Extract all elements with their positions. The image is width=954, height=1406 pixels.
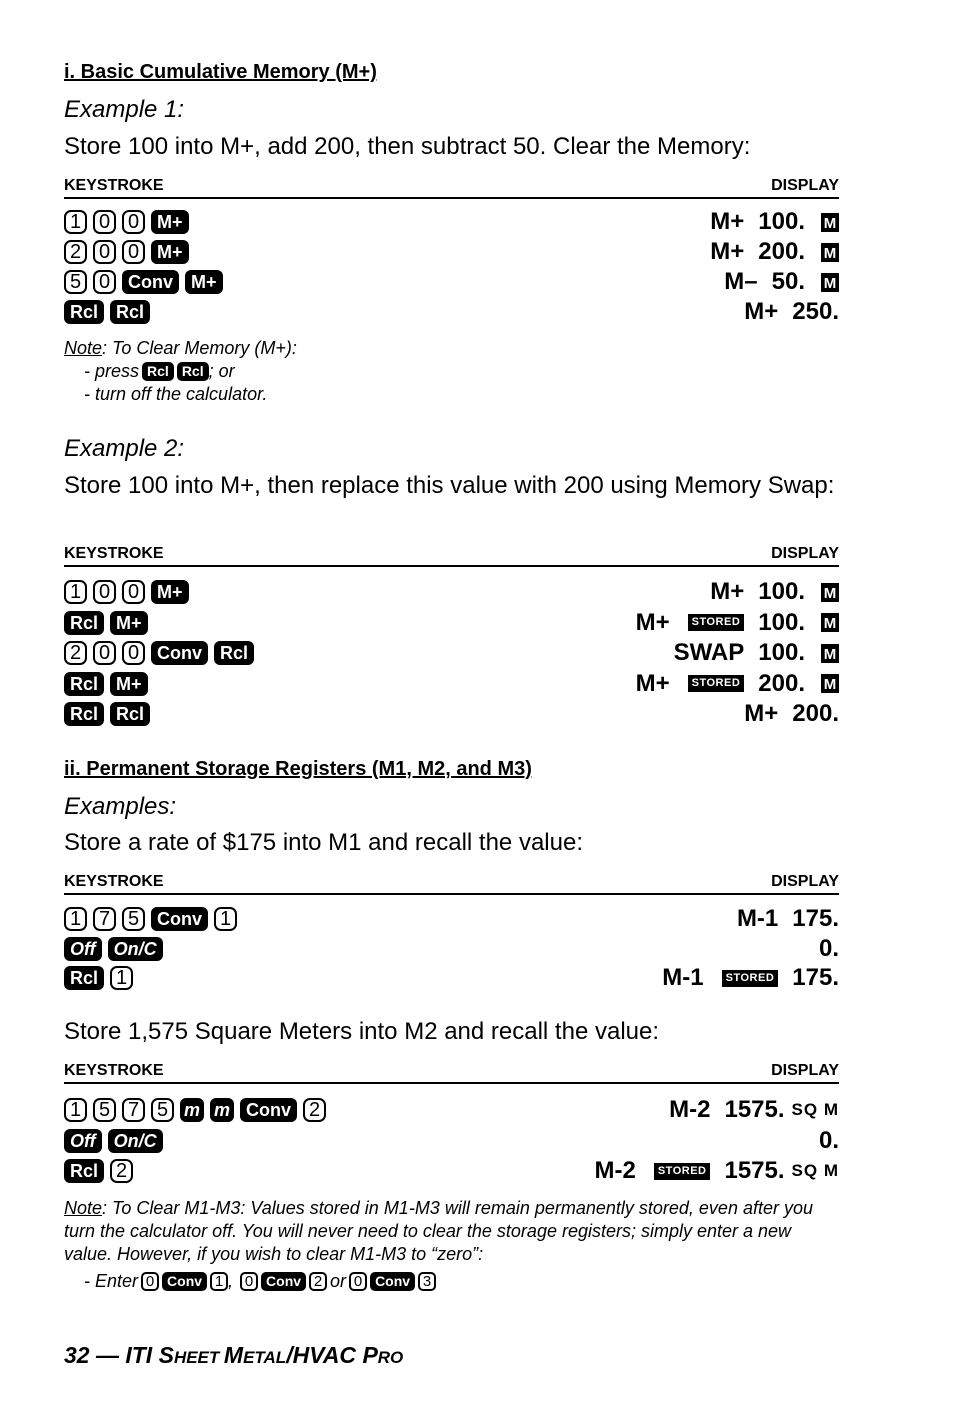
keystroke-header: KEYSTROKE — [64, 873, 164, 890]
keystroke-sequence — [64, 1095, 326, 1125]
conv-key-icon: Conv — [122, 270, 179, 294]
display-readout — [744, 699, 839, 729]
five-key-icon: 5 — [122, 907, 145, 931]
memory-flag-icon: M — [821, 674, 839, 693]
display-label: M+ — [635, 669, 670, 697]
conv-key-icon: Conv — [240, 1098, 297, 1122]
five-key-icon: 5 — [64, 270, 87, 294]
display-label: M-1 — [662, 964, 704, 991]
one-key-icon: 1 — [64, 1098, 87, 1122]
display-readout — [710, 237, 839, 267]
rcl-key-icon: Rcl — [64, 702, 104, 726]
footer-w3-cap: P — [362, 1342, 378, 1368]
keystroke-row — [64, 1126, 839, 1156]
display-readout — [636, 608, 839, 638]
display-readout — [805, 934, 839, 964]
footer-page: 32 — ITI — [64, 1342, 159, 1368]
example-1-label: Example 1: — [64, 96, 185, 123]
display-header: DISPLAY — [771, 177, 839, 194]
keystroke-header: KEYSTROKE — [64, 177, 164, 194]
memory-flag-icon: M — [821, 613, 839, 632]
display-unit: SQ M — [791, 1100, 839, 1119]
zero-key-icon: 0 — [93, 210, 116, 234]
keystroke-sequence — [64, 638, 254, 668]
seven-key-icon: 7 — [122, 1098, 145, 1122]
off-key-icon: Off — [64, 1129, 102, 1153]
display-label: M+ — [710, 238, 745, 265]
one-key-icon: 1 — [110, 966, 133, 990]
display-value: 200. — [792, 700, 839, 727]
conv-key-icon: Conv — [261, 1272, 306, 1291]
keystroke-row — [64, 267, 839, 297]
keystroke-sequence — [64, 904, 237, 934]
rcl-key-icon: Rcl — [64, 672, 104, 696]
example-2-table-header — [64, 545, 839, 567]
display-readout — [744, 297, 839, 327]
off-key-icon: Off — [64, 937, 102, 961]
keystroke-sequence — [64, 1156, 133, 1186]
keystroke-row — [64, 297, 839, 327]
stored-indicator: STORED — [722, 970, 779, 987]
keystroke-row — [64, 608, 839, 638]
display-label: M+ — [744, 700, 779, 727]
example-a-table-header — [64, 873, 839, 895]
keystroke-row — [64, 904, 839, 934]
note-or-text: ; or — [208, 361, 235, 381]
conv-key-icon: Conv — [162, 1272, 207, 1291]
display-value: 1575. — [724, 1157, 785, 1184]
display-readout — [595, 1156, 840, 1186]
conv-key-icon: Conv — [151, 641, 208, 665]
display-value: 175. — [792, 905, 839, 932]
footer-w1-cap: S — [158, 1342, 174, 1368]
keystroke-sequence — [64, 608, 148, 638]
stored-indicator: STORED — [688, 614, 745, 631]
footer-w1-rest: HEET — [173, 1348, 220, 1367]
display-readout — [737, 904, 839, 934]
two-key-icon: 2 — [110, 1159, 133, 1183]
note-text: : To Clear M1-M3: Values stored in M1-M3 will remain permanently stored, even after you turn the calculator off. You will never need to clear the storage registers; simply enter a new value. However, if you wish to clear M1-M3 to “zero”: — [64, 1198, 813, 1264]
five-key-icon: 5 — [93, 1098, 116, 1122]
zero-key-icon: 0 — [122, 580, 145, 604]
zero-key-icon: 0 — [349, 1272, 367, 1291]
example-1-note — [64, 337, 839, 360]
keystroke-row — [64, 237, 839, 267]
note-prefix: Note — [64, 1198, 103, 1218]
footer-w2-cap: M — [223, 1342, 244, 1368]
display-label: M-2 — [594, 1157, 636, 1184]
note-press-text: - press — [84, 361, 140, 381]
display-readout — [724, 267, 839, 297]
one-key-icon: 1 — [64, 580, 87, 604]
example-b-instruction: Store 1,575 Square Meters into M2 and recall the value: — [64, 1018, 660, 1045]
note-comma: , — [228, 1271, 234, 1291]
display-header: DISPLAY — [771, 545, 839, 562]
display-value: 100. — [758, 639, 805, 666]
keystroke-row — [64, 1156, 839, 1186]
m-plus-key-icon: M+ — [185, 270, 223, 294]
zero-key-icon: 0 — [240, 1272, 258, 1291]
keystroke-row — [64, 638, 839, 668]
display-readout — [710, 577, 839, 607]
keystroke-row — [64, 669, 839, 699]
rcl-key-icon: Rcl — [110, 702, 150, 726]
display-value: 200. — [758, 669, 805, 697]
display-header: DISPLAY — [771, 873, 839, 890]
display-value: 250. — [792, 298, 839, 325]
memory-flag-icon: M — [821, 644, 839, 663]
zero-key-icon: 0 — [93, 641, 116, 665]
one-key-icon: 1 — [210, 1272, 228, 1291]
note-text: : To Clear Memory (M+): — [102, 338, 297, 358]
conv-key-icon: Conv — [151, 907, 208, 931]
zero-key-icon: 0 — [93, 580, 116, 604]
keystroke-row — [64, 934, 839, 964]
footer-mid: /HVAC — [286, 1342, 363, 1368]
five-key-icon: 5 — [151, 1098, 174, 1122]
keystroke-row — [64, 963, 839, 993]
display-label: M– — [724, 268, 758, 295]
memory-flag-icon: M — [821, 273, 839, 292]
display-label: M-1 — [736, 905, 779, 932]
two-key-icon: 2 — [309, 1272, 327, 1291]
three-key-icon: 3 — [418, 1272, 436, 1291]
on-c-key-icon: On/C — [108, 937, 163, 961]
display-readout — [674, 638, 839, 668]
display-value: 0. — [818, 1126, 839, 1154]
keystroke-sequence — [64, 934, 163, 964]
conv-key-icon: Conv — [370, 1272, 415, 1291]
memory-flag-icon: M — [821, 243, 839, 262]
keystroke-sequence — [64, 1126, 163, 1156]
display-value: 0. — [818, 934, 839, 962]
display-readout — [805, 1126, 839, 1156]
example-b-table-header — [64, 1062, 839, 1084]
zero-key-icon: 0 — [141, 1272, 159, 1291]
display-value: 175. — [792, 964, 839, 991]
meter-key-icon: m — [180, 1098, 204, 1122]
two-key-icon: 2 — [64, 240, 87, 264]
example-1-table-header — [64, 177, 839, 199]
meter-key-icon: m — [210, 1098, 234, 1122]
display-label: SWAP — [673, 639, 745, 666]
keystroke-sequence — [64, 237, 189, 267]
display-value: 1575. — [724, 1096, 785, 1123]
keystroke-row — [64, 699, 839, 729]
section-title-basic-memory: i. Basic Cumulative Memory (M+) — [64, 61, 377, 83]
display-value: 200. — [758, 238, 805, 265]
examples-label: Examples: — [64, 793, 177, 820]
display-value: 100. — [758, 208, 805, 235]
rcl-key-icon: Rcl — [64, 611, 104, 635]
display-readout — [636, 669, 839, 699]
example-2-instruction: Store 100 into M+, then replace this value with 200 using Memory Swap: — [64, 472, 835, 499]
example-a-instruction: Store a rate of $175 into M1 and recall the value: — [64, 829, 583, 856]
one-key-icon: 1 — [64, 210, 87, 234]
keystroke-sequence — [64, 577, 189, 607]
note-line-enter — [84, 1270, 436, 1293]
keystroke-sequence — [64, 297, 150, 327]
rcl-key-icon: Rcl — [64, 300, 104, 324]
keystroke-sequence — [64, 699, 150, 729]
m-plus-key-icon: M+ — [151, 580, 189, 604]
note-line-press — [84, 360, 235, 383]
rcl-key-icon: Rcl — [110, 300, 150, 324]
note-line-turn-off: - turn off the calculator. — [84, 384, 268, 404]
keystroke-row — [64, 207, 839, 237]
stored-indicator: STORED — [688, 675, 745, 692]
rcl-key-icon: Rcl — [214, 641, 254, 665]
m-plus-key-icon: M+ — [151, 210, 189, 234]
display-value: 100. — [758, 578, 805, 605]
storage-note — [64, 1197, 839, 1266]
keystroke-sequence — [64, 267, 223, 297]
keystroke-sequence — [64, 207, 189, 237]
display-readout — [710, 207, 839, 237]
memory-flag-icon: M — [821, 213, 839, 232]
zero-key-icon: 0 — [122, 641, 145, 665]
rcl-key-icon: Rcl — [177, 362, 209, 381]
m-plus-key-icon: M+ — [151, 240, 189, 264]
one-key-icon: 1 — [214, 907, 237, 931]
m-plus-key-icon: M+ — [110, 672, 148, 696]
display-readout — [669, 1095, 839, 1125]
display-readout — [662, 963, 839, 993]
keystroke-header: KEYSTROKE — [64, 1062, 164, 1079]
keystroke-row — [64, 1095, 839, 1125]
example-1-instruction: Store 100 into M+, add 200, then subtract 50. Clear the Memory: — [64, 133, 751, 160]
display-value: 100. — [758, 608, 805, 636]
footer-w2-rest: ETAL — [243, 1348, 287, 1367]
two-key-icon: 2 — [64, 641, 87, 665]
display-label: M+ — [710, 208, 745, 235]
display-label: M+ — [710, 578, 745, 605]
keystroke-row — [64, 577, 839, 607]
example-2-label: Example 2: — [64, 435, 185, 462]
rcl-key-icon: Rcl — [64, 1159, 104, 1183]
page-footer — [64, 1342, 403, 1369]
two-key-icon: 2 — [303, 1098, 326, 1122]
zero-key-icon: 0 — [122, 210, 145, 234]
zero-key-icon: 0 — [93, 270, 116, 294]
keystroke-sequence — [64, 669, 148, 699]
display-label: M-2 — [669, 1096, 711, 1123]
keystroke-sequence — [64, 963, 133, 993]
on-c-key-icon: On/C — [108, 1129, 163, 1153]
display-value: 50. — [771, 268, 805, 295]
note-or: or — [330, 1271, 347, 1291]
footer-w3-rest: RO — [377, 1348, 404, 1367]
display-label: M+ — [744, 298, 779, 325]
stored-indicator: STORED — [654, 1163, 711, 1180]
section-title-permanent-storage: ii. Permanent Storage Registers (M1, M2, and M3) — [64, 758, 532, 780]
note-prefix: Note — [64, 338, 103, 358]
display-label: M+ — [635, 608, 670, 636]
keystroke-header: KEYSTROKE — [64, 545, 164, 562]
m-plus-key-icon: M+ — [110, 611, 148, 635]
memory-flag-icon: M — [821, 583, 839, 602]
display-header: DISPLAY — [771, 1062, 839, 1079]
note-enter-text: - Enter — [84, 1271, 139, 1291]
zero-key-icon: 0 — [122, 240, 145, 264]
rcl-key-icon: Rcl — [64, 966, 104, 990]
zero-key-icon: 0 — [93, 240, 116, 264]
rcl-key-icon: Rcl — [142, 362, 174, 381]
display-unit: SQ M — [791, 1161, 839, 1180]
seven-key-icon: 7 — [93, 907, 116, 931]
one-key-icon: 1 — [64, 907, 87, 931]
